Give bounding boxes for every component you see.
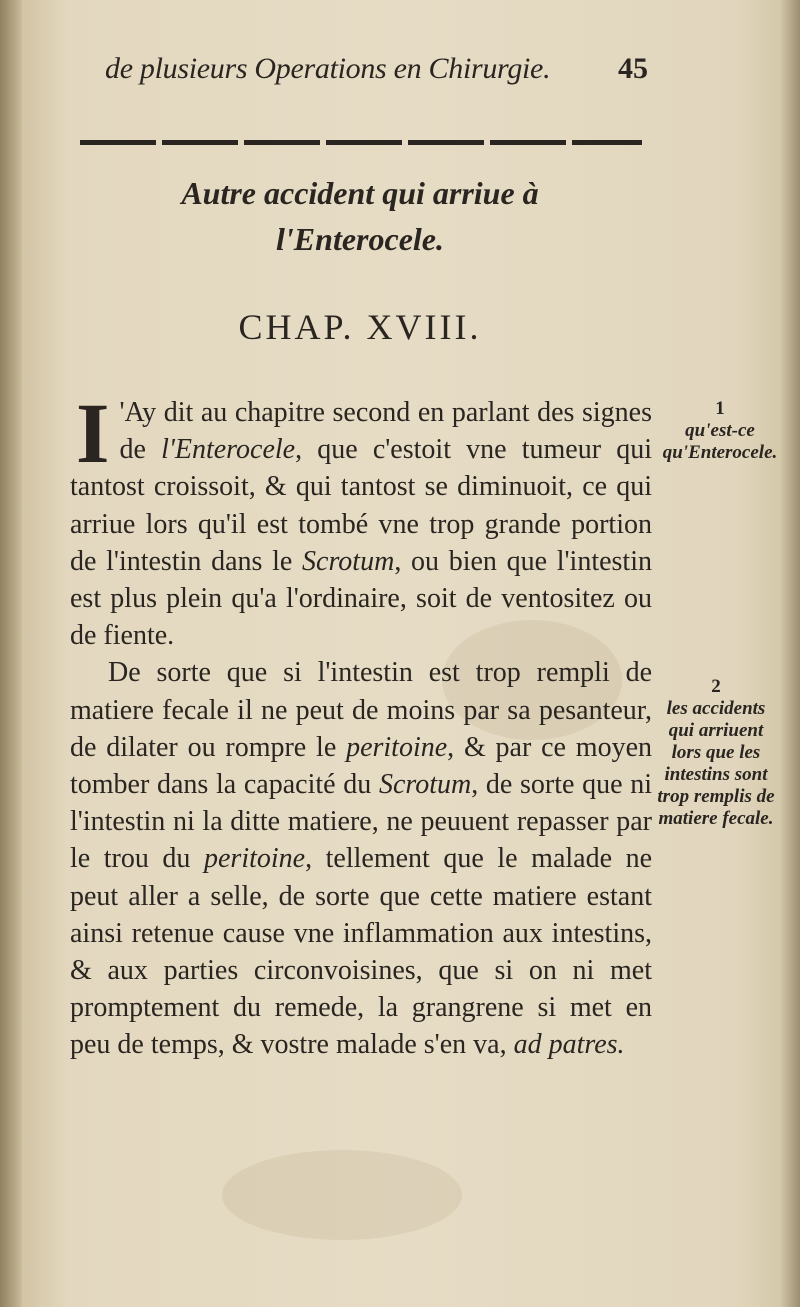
section-title-line-2: l'Enterocele. xyxy=(276,221,444,257)
body-text xyxy=(70,385,653,1064)
paragraph-2-text: , de sorte que ni l'intestin ni la ditte matiere, ne peuuent repasser par le trou du xyxy=(70,769,653,875)
section-title xyxy=(80,170,640,262)
paragraph-1 xyxy=(70,385,652,654)
margin-note-2 xyxy=(656,676,776,830)
paragraph-2-text: De sorte que si l'intestin est trop rempli de matiere fecale il ne peut de moins par sa pesanteur, de dilater ou rompre le xyxy=(70,657,652,763)
paragraph-2 xyxy=(70,654,652,1063)
term-ad-patres: ad patres. xyxy=(513,1029,625,1061)
paragraph-1-text: , ou bien que l'intestin est plus plein qu'a l'ordinaire, soit de ventositez ou de fiente. xyxy=(70,545,652,652)
term-peritoine: peritoine xyxy=(346,731,448,763)
margin-note-number: 2 xyxy=(711,676,721,697)
term-peritoine: peritoine xyxy=(204,843,306,875)
paragraph-2-text: , tellement que le malade ne peut aller a selle, de sorte que cette matiere estant ainsi retenue cause vne inflammation aux intestins, & aux parties circonvoisines, que si on ni met promptement du remede, la grangrene si met en peu de temps, & vostre malade s'en va, xyxy=(70,843,652,1061)
paragraph-2-text: , & par ce moyen tomber dans la capacité du xyxy=(70,731,652,801)
ornamental-rule xyxy=(80,140,642,145)
paragraph-1-text: 'Ay dit au chapitre second en parlant des signes de xyxy=(119,397,652,466)
margin-note-number: 1 xyxy=(715,398,725,419)
term-enterocele: l'Enterocele xyxy=(161,434,296,466)
paper-stain xyxy=(222,1150,462,1240)
margin-note-text: qu'est-ce qu'Enterocele. xyxy=(662,420,778,463)
chapter-heading: CHAP. XVIII. xyxy=(238,307,482,347)
drop-cap: I xyxy=(76,385,110,481)
margin-note-1 xyxy=(660,398,780,464)
margin-note-text: les accidents qui arriuent lors que les intestins sont trop remplis de matiere fecale. xyxy=(657,698,775,829)
running-head: de plusieurs Operations en Chirurgie. xyxy=(105,52,551,85)
section-title-line-1: Autre accident qui arriue à xyxy=(181,175,539,211)
page-edge-shadow xyxy=(778,0,800,1307)
term-scrotum: Scrotum xyxy=(302,545,395,577)
page-number: 45 xyxy=(618,52,648,85)
term-scrotum: Scrotum xyxy=(378,769,472,801)
paragraph-1-text: , que c'estoit vne tumeur qui tantost croissoit, & qui tantost se diminuoit, ce qui arriue lors qu'il est tombé vne trop grande portion de l'intestin dans le xyxy=(70,434,652,577)
